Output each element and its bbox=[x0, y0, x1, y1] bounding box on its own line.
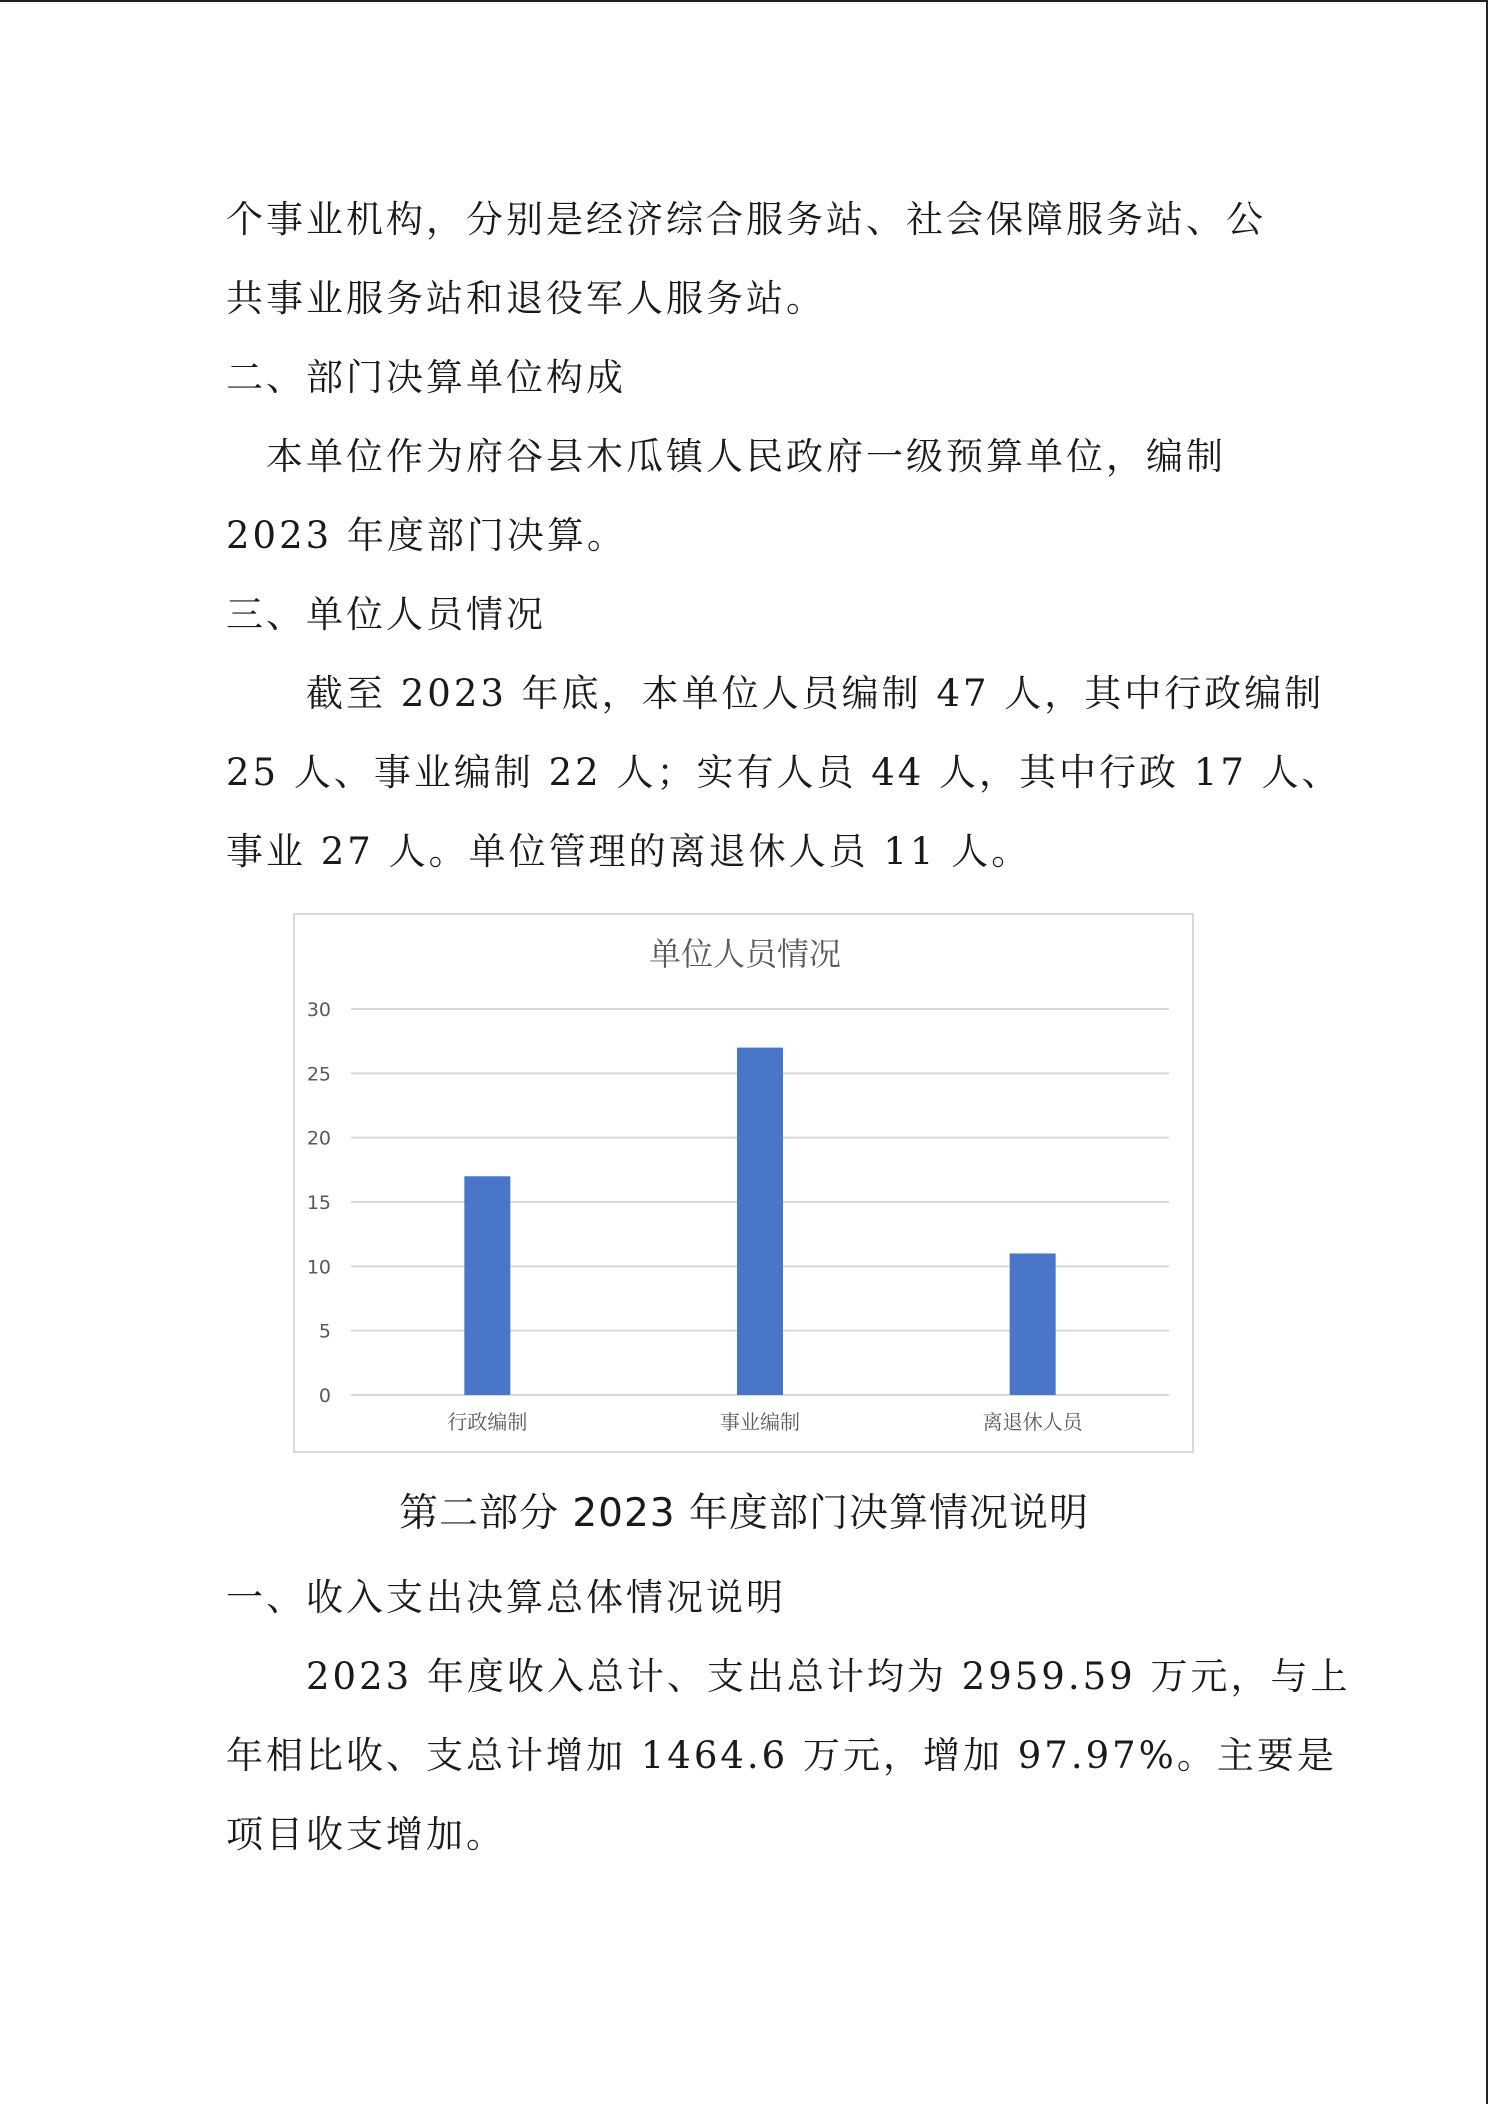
y-tick-label: 15 bbox=[306, 1192, 331, 1214]
paragraph-line: 25 人、事业编制 22 人；实有人员 44 人，其中行政 17 人、 bbox=[226, 751, 1342, 794]
staff-bar-chart bbox=[295, 915, 1192, 1451]
paragraph-line: 2023 年度部门决算。 bbox=[226, 514, 627, 557]
paragraph-line: 事业 27 人。单位管理的离退休人员 11 人。 bbox=[226, 830, 1032, 873]
bar-0 bbox=[464, 1176, 510, 1395]
paragraph-line: 个事业机构，分别是经济综合服务站、社会保障服务站、公 bbox=[226, 198, 1266, 241]
staff-chart bbox=[293, 913, 1194, 1453]
x-category-label: 离退休人员 bbox=[982, 1410, 1083, 1434]
x-category-label: 事业编制 bbox=[720, 1410, 800, 1434]
paragraph-line: 项目收支增加。 bbox=[226, 1813, 506, 1856]
bar-2 bbox=[1010, 1253, 1056, 1395]
y-tick-label: 25 bbox=[306, 1063, 331, 1086]
x-category-label: 行政编制 bbox=[447, 1410, 528, 1434]
heading-unit-composition: 二、部门决算单位构成 bbox=[226, 356, 626, 399]
heading-staff: 三、单位人员情况 bbox=[226, 593, 546, 636]
paragraph-line: 年相比收、支总计增加 1464.6 万元，增加 97.97%。主要是 bbox=[226, 1734, 1337, 1777]
y-tick-label: 5 bbox=[318, 1320, 331, 1343]
y-tick-label: 20 bbox=[306, 1127, 331, 1150]
y-tick-label: 10 bbox=[306, 1256, 331, 1279]
paragraph-line: 本单位作为府谷县木瓜镇人民政府一级预算单位，编制 bbox=[266, 435, 1226, 478]
heading-income-expense: 一、收入支出决算总体情况说明 bbox=[226, 1576, 786, 1619]
page-top-border bbox=[0, 0, 1488, 2]
paragraph-line: 2023 年度收入总计、支出总计均为 2959.59 万元，与上 bbox=[306, 1655, 1351, 1698]
y-tick-label: 30 bbox=[306, 999, 331, 1021]
y-tick-label: 0 bbox=[318, 1385, 331, 1407]
section-title: 第二部分 2023 年度部门决算情况说明 bbox=[398, 1491, 1090, 1536]
chart-title: 单位人员情况 bbox=[648, 935, 842, 973]
bar-1 bbox=[737, 1048, 783, 1395]
paragraph-line: 共事业服务站和退役军人服务站。 bbox=[226, 277, 826, 320]
paragraph-line: 截至 2023 年底，本单位人员编制 47 人，其中行政编制 bbox=[306, 672, 1325, 715]
